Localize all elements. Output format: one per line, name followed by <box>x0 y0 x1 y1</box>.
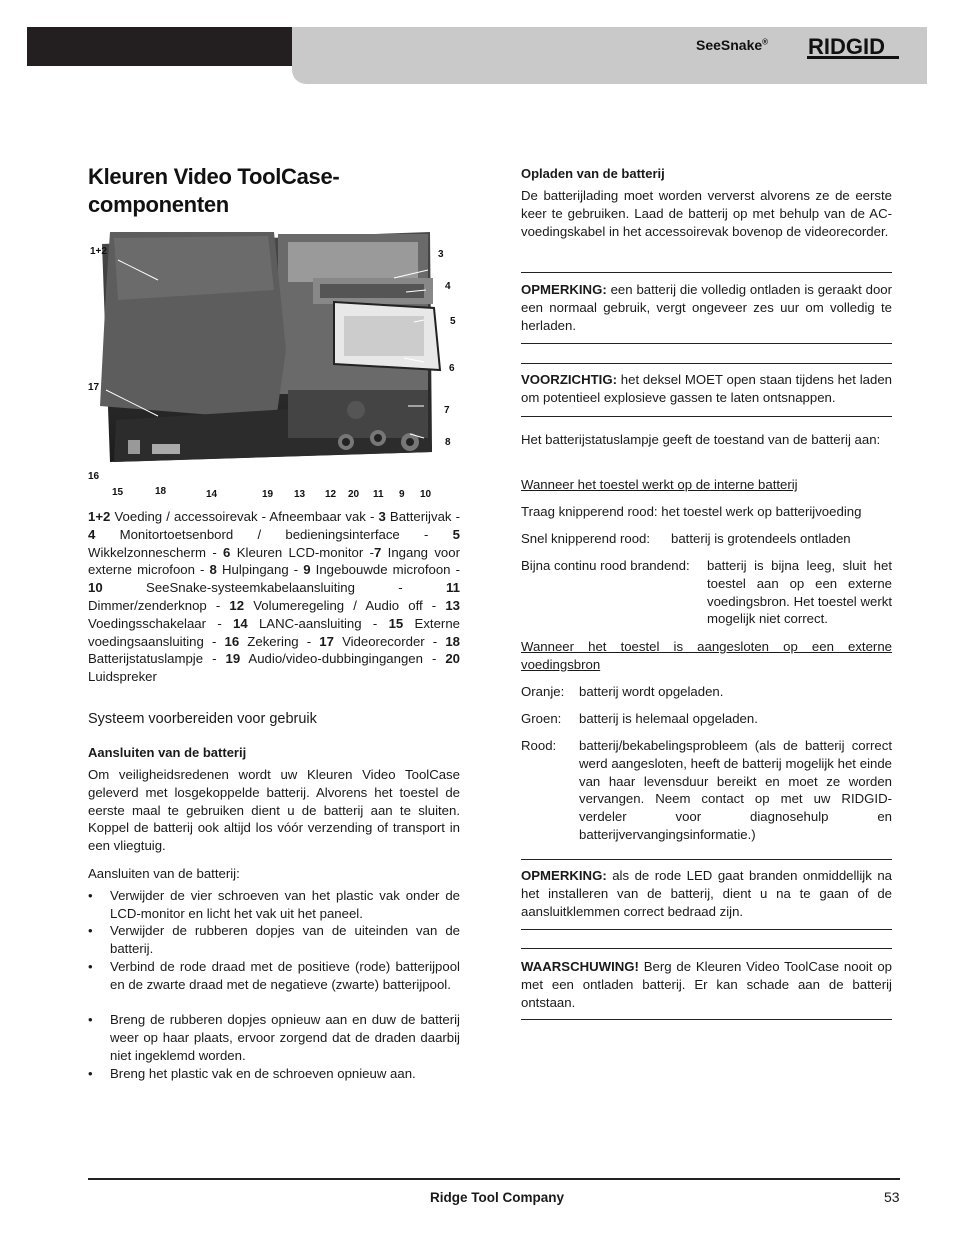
footer-rule <box>88 1178 900 1180</box>
label-10: 10 <box>420 489 432 500</box>
label-20: 20 <box>348 489 360 500</box>
ridgid-logo <box>806 32 902 62</box>
divider <box>521 948 892 949</box>
page-number: 53 <box>884 1189 900 1205</box>
label-1-2: 1+2 <box>90 246 107 257</box>
warning: WAARSCHUWING! Berg de Kleuren Video ToolCase nooit op met een ontladen batterij. Er kan schade aan de batterij ontstaan. <box>521 959 892 1010</box>
status-intro: Het batterijstatuslampje geeft de toestand van de batterij aan: <box>521 432 881 447</box>
page-title: Kleuren Video ToolCase- componenten <box>88 164 340 217</box>
status-row: Rood: batterij/bekabelingsprobleem (als de batterij correct werd aangesloten, heeft de batterij mogelijk het einde van haar levensduur bereikt en moet ze worden vervangen. Neem contact op met uw RIDGID-verdeler voor diagnosehulp en batterijvervangingsinformatie.) <box>521 738 892 842</box>
label-12: 12 <box>325 489 337 500</box>
header-grey-tab <box>292 66 927 84</box>
label-8: 8 <box>445 437 451 448</box>
status-row: Oranje: batterij wordt opgeladen. <box>521 684 724 699</box>
aansluiten-intro: Aansluiten van de batterij: <box>88 866 240 881</box>
divider <box>521 272 892 273</box>
list-item: • Breng de rubberen dopjes opnieuw aan en duw de batterij weer op haar plaats, ervoor zorgend dat de draden daarbij niet ingeklemd worden. <box>88 1012 460 1063</box>
label-13: 13 <box>294 489 306 500</box>
label-18: 18 <box>155 486 167 497</box>
aansluiten-text: Om veiligheidsredenen wordt uw Kleuren Video ToolCase geleverd met losgekoppelde batterij. Alvorens het toestel de eerste maal te gebruiken dient u de batterij aan te sluiten. Koppel de batterij ook altijd los vóór verzending of transport in een vliegtuig. <box>88 767 460 854</box>
label-11: 11 <box>373 489 384 500</box>
label-9: 9 <box>399 489 405 500</box>
toolcase-figure <box>88 230 460 502</box>
divider <box>521 1019 892 1020</box>
status-row: Bijna continu rood brandend: batterij is bijna leeg, sluit het toestel aan op een externe voedingsbron. Het toestel werkt mogelijk niet correct. <box>521 558 892 627</box>
divider <box>521 859 892 860</box>
list-item: • Verwijder de vier schroeven van het plastic vak onder de LCD-monitor en licht het vak uit het paneel. <box>88 888 460 921</box>
external-heading: Wanneer het toestel is aangesloten op een externe voedingsbron <box>521 639 892 672</box>
label-7: 7 <box>444 405 450 416</box>
internal-heading: Wanneer het toestel werkt op de interne batterij <box>521 477 798 492</box>
status-row: Snel knipperend rood: batterij is grotendeels ontladen <box>521 531 851 546</box>
label-5: 5 <box>450 316 456 327</box>
figure-caption: 1+2 Voeding / accessoirevak - Afneembaar vak - 3 Batterijvak - 4 Monitortoetsenbord / bedieningsinterface - 5 Wikkelzonnescherm - 6 Kleuren LCD-monitor -7 Ingang voor externe microfoon - 8 Hulpingang - 9 Ingebouwde microfoon - 10 SeeSnake-systeemkabelaansluiting - 11 Dimmer/zenderknop - 12 Volumeregeling / Audio off - 13 Voedingsschakelaar - 14 LANC-aansluiting - 15 Externe voedingsaansluiting - 16 Zekering - 17 Videorecorder - 18 Batterijstatuslampje - 19 Audio/video-dubbingingangen - 20 Luidspreker <box>88 509 461 685</box>
status-row: Traag knipperend rood: het toestel werk op batterijvoeding <box>521 504 862 519</box>
divider <box>521 929 892 930</box>
label-17: 17 <box>88 382 100 393</box>
footer-company: Ridge Tool Company <box>430 1190 564 1205</box>
note-2: OPMERKING: als de rode LED gaat branden onmiddellijk na het installeren van de batterij, dient u na te gaan of de aansluitklemmen correct bedraad zijn. <box>521 868 892 919</box>
header-dark-bar <box>27 27 292 66</box>
brand-seesnake: SeeSnake® <box>696 37 769 53</box>
section-heading: Systeem voorbereiden voor gebruik <box>88 711 317 727</box>
divider <box>521 416 892 417</box>
caution: VOORZICHTIG: het deksel MOET open staan tijdens het laden om potentieel explosieve gassen te laten ontsnappen. <box>521 372 892 405</box>
label-6: 6 <box>449 363 455 374</box>
aansluiten-heading: Aansluiten van de batterij <box>88 745 247 760</box>
label-14: 14 <box>206 489 218 500</box>
opladen-text: De batterijlading moet worden ververst alvorens ze de eerste keer te gebruiken. Laad de batterij op met behulp van de AC-voedingskabel in het accessoirevak bovenop de videorecorder. <box>521 188 892 239</box>
ridgid-logo-text: RIDGID <box>808 34 885 59</box>
label-19: 19 <box>262 489 274 500</box>
list-item: • Breng het plastic vak en de schroeven opnieuw aan. <box>88 1066 416 1081</box>
divider <box>521 363 892 364</box>
opladen-heading: Opladen van de batterij <box>521 166 665 181</box>
status-row: Groen: batterij is helemaal opgeladen. <box>521 711 758 726</box>
list-item: • Verwijder de rubberen dopjes van de uiteinden van de batterij. <box>88 923 460 956</box>
label-15: 15 <box>112 487 124 498</box>
divider <box>521 343 892 344</box>
label-3: 3 <box>438 249 444 260</box>
list-item: • Verbind de rode draad met de positieve (rode) batterijpool en de zwarte draad met de negatieve (zwarte) batterijpool. <box>88 959 460 992</box>
label-16: 16 <box>88 471 100 482</box>
label-4: 4 <box>445 281 451 292</box>
note-1: OPMERKING: een batterij die volledig ontladen is geraakt door een normaal gebruik, vergt ongeveer zes uur om volledig te herladen. <box>521 282 892 333</box>
